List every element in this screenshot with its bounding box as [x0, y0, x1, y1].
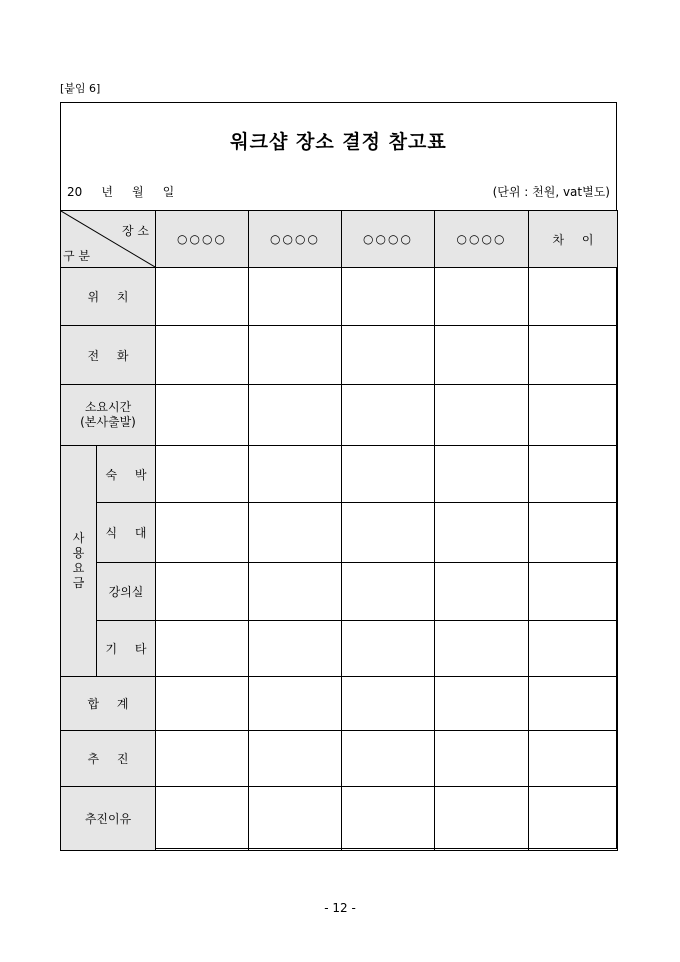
- table-row: [61, 563, 618, 621]
- table-cell[interactable]: [342, 326, 435, 385]
- table-cell[interactable]: [156, 563, 249, 621]
- table-cell[interactable]: [435, 563, 529, 621]
- table-cell[interactable]: [249, 787, 342, 851]
- table-cell[interactable]: [156, 787, 249, 851]
- table-cell[interactable]: [342, 268, 435, 326]
- date-line: 20 년 월 일: [67, 185, 175, 199]
- table-cell[interactable]: [156, 385, 249, 446]
- row-label-proceed: [61, 731, 156, 787]
- table-cell[interactable]: [249, 268, 342, 326]
- table-cell[interactable]: [529, 446, 618, 503]
- table-cell[interactable]: [529, 731, 618, 787]
- table-cell[interactable]: [342, 731, 435, 787]
- table-row: [61, 385, 618, 446]
- table-cell[interactable]: [529, 677, 618, 731]
- place-header-1: ○○○○: [156, 211, 249, 268]
- row-label-lodging: [97, 446, 156, 503]
- usage-fee-group-label: [61, 446, 97, 677]
- table-cell[interactable]: [529, 385, 618, 446]
- table-row: [61, 677, 618, 731]
- usage-fee-char: 사: [72, 531, 85, 545]
- row-label-total: [61, 677, 156, 731]
- table-cell[interactable]: [529, 621, 618, 677]
- table-cell[interactable]: [529, 268, 618, 326]
- travel-time-label: 소요시간: [84, 400, 132, 414]
- lodging-label: 숙 박: [105, 467, 147, 482]
- header-row: [61, 211, 618, 268]
- other-label: 기 타: [105, 642, 147, 656]
- table-cell[interactable]: [342, 787, 435, 851]
- table-row: [61, 326, 618, 385]
- table-cell[interactable]: [156, 268, 249, 326]
- total-label: 합 계: [87, 697, 129, 711]
- table-cell[interactable]: [156, 677, 249, 731]
- diff-header: [529, 211, 618, 268]
- table-cell[interactable]: [249, 677, 342, 731]
- reference-form: [60, 102, 617, 849]
- table-cell[interactable]: [435, 503, 529, 563]
- usage-fee-char: 금: [72, 576, 85, 590]
- table-cell[interactable]: [249, 385, 342, 446]
- usage-fee-char: 용: [72, 546, 85, 560]
- table-cell[interactable]: [529, 326, 618, 385]
- usage-fee-char: 요: [72, 561, 85, 575]
- row-label-other: [97, 621, 156, 677]
- table-cell[interactable]: [435, 446, 529, 503]
- table-row: [61, 268, 618, 326]
- table-cell[interactable]: [342, 446, 435, 503]
- table-cell[interactable]: [249, 503, 342, 563]
- row-label-lecture-room: 강의실: [97, 563, 156, 621]
- meals-label: 식 대: [105, 526, 147, 540]
- table-cell[interactable]: [249, 621, 342, 677]
- page-number: - 12 -: [324, 901, 356, 915]
- table-cell[interactable]: [435, 731, 529, 787]
- table-cell[interactable]: [435, 787, 529, 851]
- table-cell[interactable]: [529, 787, 618, 851]
- table-cell[interactable]: [156, 621, 249, 677]
- attachment-label: [붙임 6]: [60, 82, 101, 95]
- table-cell[interactable]: [156, 326, 249, 385]
- proceed-label: 추 진: [87, 752, 129, 766]
- table-cell[interactable]: [156, 446, 249, 503]
- table-cell[interactable]: [249, 326, 342, 385]
- corner-top-label: 장 소: [122, 224, 149, 238]
- place-header-2: ○○○○: [249, 211, 342, 268]
- table-cell[interactable]: [342, 621, 435, 677]
- row-label-phone: [61, 326, 156, 385]
- table-cell[interactable]: [249, 446, 342, 503]
- location-label: 위 치: [87, 290, 129, 304]
- table-cell[interactable]: [342, 503, 435, 563]
- table-cell[interactable]: [435, 621, 529, 677]
- place-header-4: ○○○○: [435, 211, 529, 268]
- row-label-reason: 추진이유: [61, 787, 156, 851]
- table-cell[interactable]: [435, 385, 529, 446]
- table-row: [61, 731, 618, 787]
- table-cell[interactable]: [342, 385, 435, 446]
- table-row: [61, 446, 618, 503]
- row-label-meals: [97, 503, 156, 563]
- corner-header: [61, 211, 156, 268]
- page-title: 워크샵 장소 결정 참고표: [230, 131, 447, 153]
- table-cell[interactable]: [529, 563, 618, 621]
- table-cell[interactable]: [435, 268, 529, 326]
- table-cell[interactable]: [342, 677, 435, 731]
- table-cell[interactable]: [249, 563, 342, 621]
- corner-bottom-label: 구 분: [63, 249, 90, 263]
- table-row: [61, 787, 618, 851]
- table-cell[interactable]: [435, 677, 529, 731]
- table-cell[interactable]: [156, 503, 249, 563]
- diff-label: 차 이: [552, 232, 594, 247]
- table-cell[interactable]: [435, 326, 529, 385]
- row-label-travel-time: [61, 385, 156, 446]
- phone-label: 전 화: [87, 348, 129, 363]
- travel-time-sub-label: (본사출발): [80, 415, 136, 429]
- comparison-table: [60, 210, 618, 851]
- row-label-location: [61, 268, 156, 326]
- table-row: [61, 621, 618, 677]
- table-cell[interactable]: [529, 503, 618, 563]
- table-cell[interactable]: [249, 731, 342, 787]
- table-cell[interactable]: [156, 731, 249, 787]
- unit-note: (단위 : 천원, vat별도): [492, 185, 610, 199]
- table-row: [61, 503, 618, 563]
- place-header-3: ○○○○: [342, 211, 435, 268]
- table-cell[interactable]: [342, 563, 435, 621]
